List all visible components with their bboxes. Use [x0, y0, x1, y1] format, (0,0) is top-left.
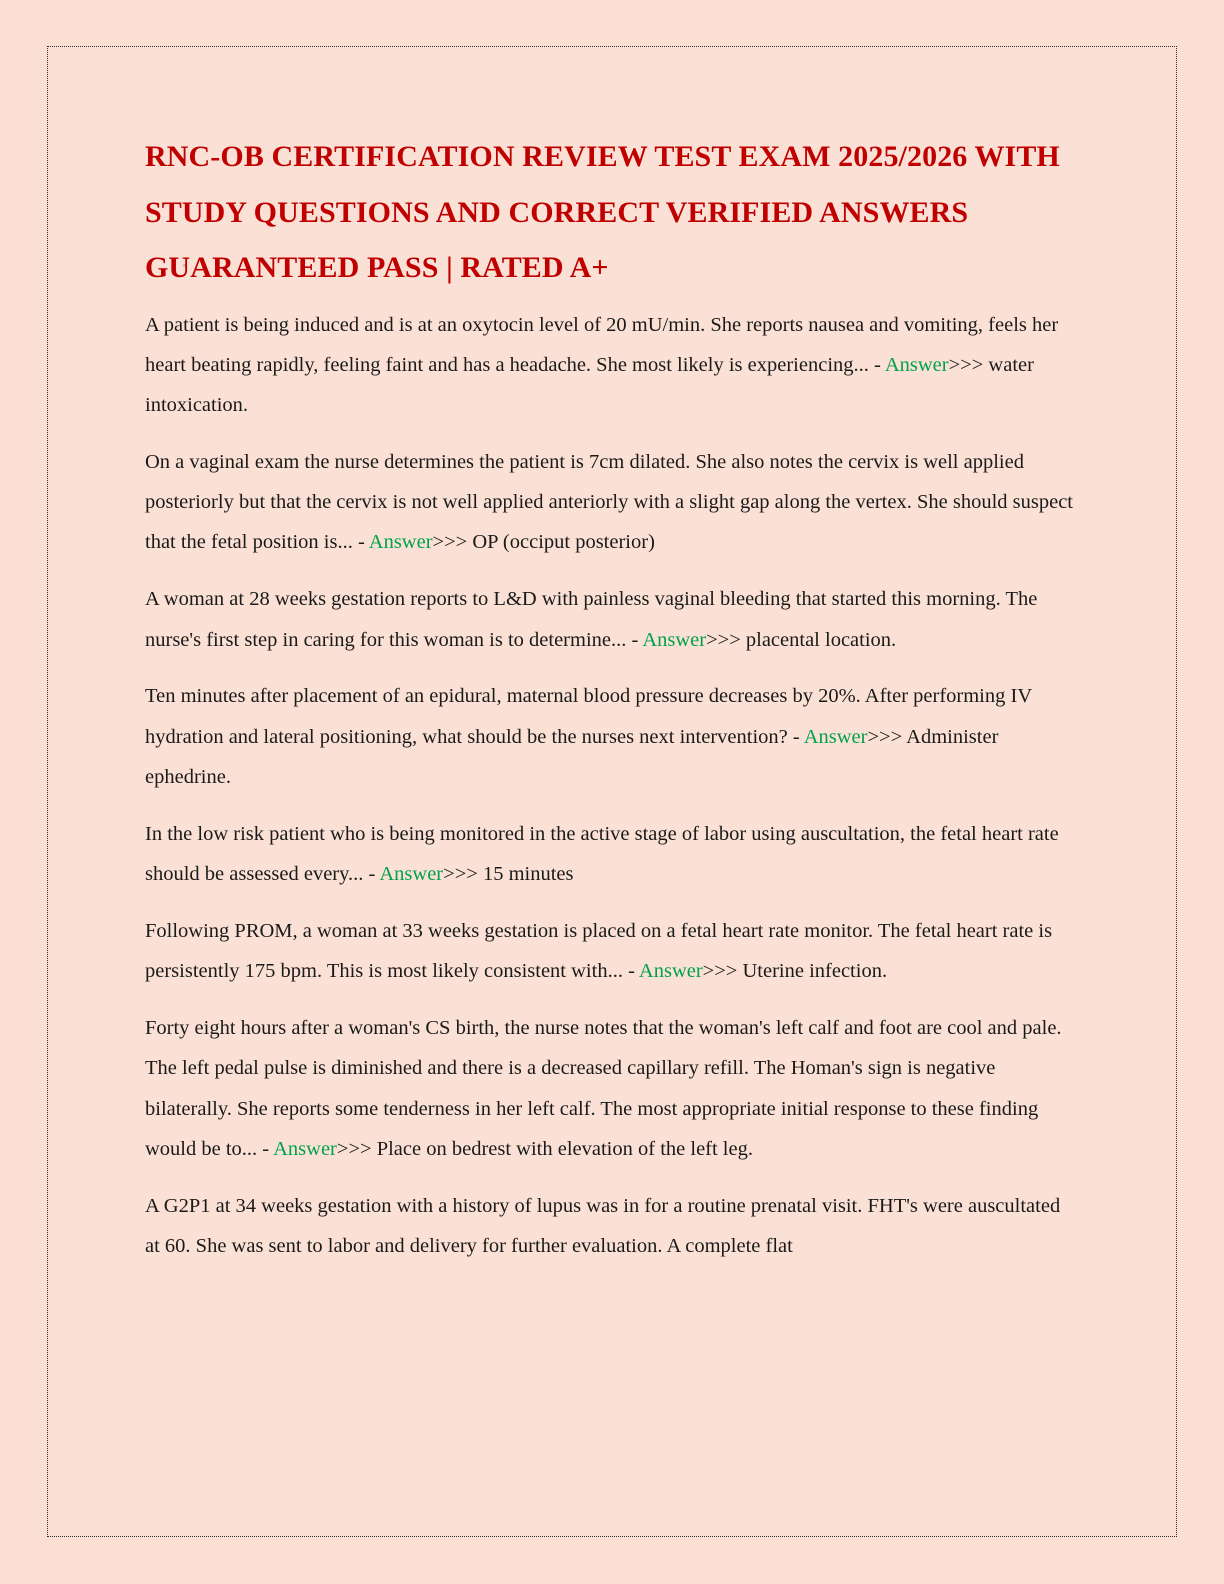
- answer-label: Answer: [368, 531, 433, 554]
- answer-label: Answer: [884, 353, 949, 376]
- answer-label: Answer: [642, 628, 707, 651]
- answer-arrows: >>>: [948, 353, 984, 376]
- question-text: Following PROM, a woman at 33 weeks gestation is placed on a fetal heart rate monitor. The fetal heart rate is persistently 175 bpm. This is most likely consistent with... -: [145, 919, 1053, 983]
- qa-item: [145, 305, 1075, 426]
- qa-item-truncated: [145, 1186, 1075, 1267]
- answer-text: OP (occiput posterior): [467, 531, 655, 554]
- question-text: A woman at 28 weeks gestation reports to L&D with painless vaginal bleeding that started this morning. The nurse's first step in caring for this woman is to determine... -: [145, 588, 1038, 651]
- question-text: On a vaginal exam the nurse determines the patient is 7cm dilated. She also notes the cervix is well applied posteriorly but that the cervix is not well applied anteriorly with a slight gap along the vertex. She should suspect that the fetal position is... -: [145, 450, 1073, 554]
- answer-text: placental location.: [740, 628, 897, 651]
- question-text: In the low risk patient who is being monitored in the active stage of labor using auscultation, the fetal heart rate should be assessed every... -: [145, 822, 1059, 886]
- document-content: [145, 129, 1075, 1266]
- answer-text: water intoxication.: [145, 353, 1034, 417]
- answer-arrows: >>>: [706, 628, 741, 651]
- page-border-frame: [47, 46, 1177, 1537]
- answer-arrows: >>>: [443, 863, 478, 886]
- answer-label: Answer: [803, 725, 868, 748]
- qa-item: [145, 442, 1075, 563]
- answer-text: Administer ephedrine.: [145, 725, 999, 788]
- answer-label: Answer: [273, 1137, 337, 1160]
- question-text: A G2P1 at 34 weeks gestation with a history of lupus was in for a routine prenatal visit. FHT's were auscultated at 60. She was sent to labor and delivery for further evaluation. A complete flat: [145, 1194, 1061, 1257]
- answer-label: Answer: [379, 863, 444, 886]
- question-text: A patient is being induced and is at an oxytocin level of 20 mU/min. She reports nausea and vomiting, feels her heart beating rapidly, feeling faint and has a headache. She most likely is experiencing... -: [145, 313, 1059, 376]
- qa-item: [145, 676, 1075, 797]
- answer-arrows: >>>: [336, 1137, 372, 1160]
- answer-arrows: >>>: [702, 960, 738, 983]
- answer-arrows: >>>: [432, 531, 468, 554]
- question-text: Forty eight hours after a woman's CS birth, the nurse notes that the woman's left calf and foot are cool and pale. The left pedal pulse is diminished and there is a decreased capillary refill. The Homan's sign is negative bilaterally. She reports some tenderness in her left calf. The most appropriate initial response to these finding would be to... -: [145, 1016, 1062, 1160]
- answer-text: 15 minutes: [477, 863, 574, 886]
- qa-item: [145, 1008, 1075, 1169]
- answer-arrows: >>>: [867, 725, 903, 748]
- page-title: RNC-OB CERTIFICATION REVIEW TEST EXAM 2025/2026 WITH STUDY QUESTIONS AND CORRECT VERIFIED ANSWERS GUARANTEED PASS | RATED A+: [145, 140, 1060, 284]
- qa-item: [145, 911, 1075, 992]
- answer-text: Place on bedrest with elevation of the left leg.: [371, 1137, 753, 1160]
- answer-text: Uterine infection.: [737, 960, 888, 983]
- qa-item: [145, 579, 1075, 660]
- question-text: Ten minutes after placement of an epidural, maternal blood pressure decreases by 20%. After performing IV hydration and lateral positioning, what should be the nurses next intervention? -: [145, 685, 1032, 748]
- qa-list: [145, 305, 1075, 1267]
- answer-label: Answer: [638, 960, 703, 983]
- qa-item: [145, 814, 1075, 895]
